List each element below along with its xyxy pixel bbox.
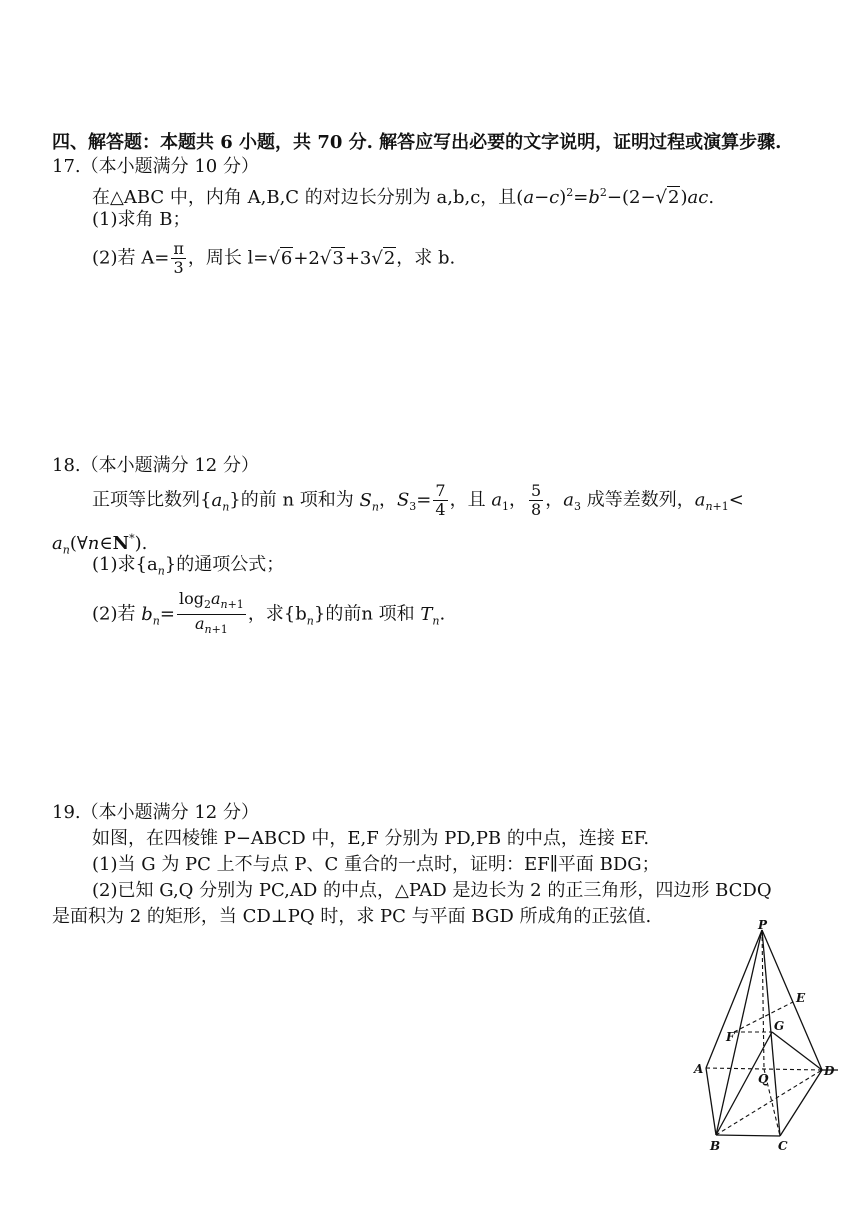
q18-frac-5-8: $\frac{5}{8}$ — [531, 481, 542, 519]
section-header: 四、解答题：本题共 6 小题，共 70 分. 解答应写出必要的文字说明，证明过程或演算步骤. — [52, 132, 782, 153]
q18-part1: (1)求$\{a_n\}$的通项公式； — [92, 554, 285, 578]
q19-line1: 如图，在四棱锥 P−ABCD 中，E,F 分别为 PD,PB 的中点，连接 EF. — [92, 828, 650, 849]
pyramid-figure — [688, 920, 848, 1160]
q18-stem: 正项等比数列$\{a_n\}$的前 n 项和为 $S_n$，$S_3=$ $\frac{7}{4}$ ，且 $a_1$， $\frac{5}{8}$ ，$a_3$ 成等差数列，$a_{n+1}<$ — [92, 481, 744, 519]
q17-stem-text: 在△ABC 中，内角 A,B,C 的对边长分别为 a,b,c，且 — [92, 187, 517, 208]
q19-part2-cont: 是面积为 2 的矩形，当 CD⊥PQ 时，求 PC 与平面 BGD 所成角的正弦值. — [52, 906, 652, 927]
edge-BC — [716, 1135, 780, 1136]
edge-BD — [716, 1070, 822, 1135]
q17-title: 17.（本小题满分 10 分） — [52, 156, 259, 177]
q17-part1: (1)求角 B； — [92, 209, 191, 230]
q17-part2-mid: ，周长 l= — [187, 247, 269, 269]
q18-stem-b: 的前 n 项和为 — [240, 489, 354, 511]
edge-AB — [706, 1068, 716, 1135]
q17-stem — [92, 182, 714, 209]
edge-CD — [780, 1070, 822, 1136]
q17-equation: $(a-c)^2=b^2-(2-√2)ac$. — [516, 186, 715, 208]
q19-title: 19.（本小题满分 12 分） — [52, 802, 259, 823]
label-E: E — [796, 991, 806, 1005]
q17-part2 — [92, 240, 455, 277]
label-Q: Q — [758, 1072, 769, 1086]
label-C: C — [778, 1139, 788, 1153]
q17-perimeter: √6+2√3+3√2 — [268, 247, 396, 269]
q18-stem-a: 正项等比数列 — [92, 489, 200, 511]
q17-pi-fraction: $\frac{\pi}{3}$ — [173, 239, 184, 277]
label-P: P — [758, 920, 768, 932]
label-D: D — [824, 1064, 835, 1078]
q19-part1: (1)当 G 为 PC 上不与点 P、C 重合的一点时，证明：EF∥平面 BDG； — [92, 854, 660, 875]
q18-stem-cont: $a_n(\forall n\in N^*)$. — [52, 532, 148, 557]
q19-part2: (2)已知 G,Q 分别为 PC,AD 的中点，△PAD 是边长为 2 的正三角形，四边形 BCDQ — [92, 880, 772, 901]
q17-part2-pre: (2)若 A= — [92, 247, 170, 269]
q18-stem-d: 成等差数列， — [586, 489, 695, 511]
edge-PD — [762, 930, 822, 1070]
label-G: G — [774, 1019, 785, 1033]
label-A: A — [694, 1062, 704, 1076]
edge-PA — [706, 930, 762, 1068]
q18-part2: (2)若 $b_n=$ $\frac{\log_2a_{n+1}}{a_{n+1}}$ ，求$\{b_n\}$的前n 项和 $T_n$. — [92, 590, 445, 639]
label-F: F — [726, 1030, 735, 1044]
q17-part2-end: ，求 b. — [396, 247, 456, 269]
label-B: B — [710, 1139, 721, 1153]
q18-stem-c: ，且 — [449, 489, 486, 511]
q18-frac-7-4: $\frac{7}{4}$ — [435, 481, 446, 519]
q18-title: 18.（本小题满分 12 分） — [52, 455, 259, 476]
q18-log-fraction: $\frac{\log_2a_{n+1}}{a_{n+1}}$ — [178, 589, 244, 637]
